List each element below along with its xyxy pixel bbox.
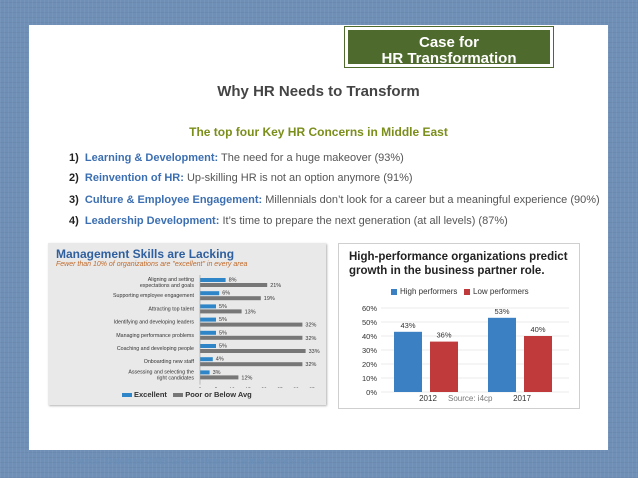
- slide-subheading: The top four Key HR Concerns in Middle East: [189, 125, 448, 139]
- concern-key: Culture & Employee Engagement:: [84, 194, 263, 206]
- concern-key: Leadership Development:: [84, 215, 220, 227]
- bar-poor: [200, 336, 302, 340]
- bar-label-poor: 32%: [305, 322, 317, 329]
- chart-legend: [122, 390, 252, 399]
- business-partner-chart: [338, 243, 580, 409]
- bar-excellent: [200, 291, 219, 295]
- business-partner-plot: [339, 244, 579, 408]
- concern-text: It’s time to prepare the next generation (at all levels) (87%): [219, 215, 508, 227]
- concern-number: 2): [69, 172, 79, 184]
- bar-low-performers: [524, 336, 552, 392]
- bar-excellent: [200, 357, 213, 361]
- bar-label-poor: 33%: [308, 349, 320, 355]
- bar-label-excellent: 6%: [222, 290, 231, 297]
- bar-value-label: 36%: [436, 330, 452, 340]
- bar-excellent: [200, 318, 216, 322]
- management-skills-plot: [48, 243, 326, 388]
- bar-poor: [200, 375, 238, 379]
- bar-label-poor: 32%: [305, 362, 317, 369]
- category-label: right candidates: [156, 375, 194, 382]
- category-label: Assessing and selecting the: [128, 369, 194, 376]
- bar-excellent: [200, 344, 216, 348]
- bar-high-performers: [394, 332, 422, 392]
- legend-swatch-excellent: [122, 393, 132, 397]
- y-tick-label: 50%: [361, 318, 377, 327]
- concern-text: Up-skilling HR is not an option anymore (91%): [183, 172, 413, 184]
- y-tick-label: 10%: [361, 374, 377, 383]
- concern-item: [69, 152, 404, 164]
- bar-label-excellent: 5%: [219, 303, 227, 310]
- source-note: Source: Deloitte’s 2015 Global Human Capital Trends report:: [70, 456, 326, 467]
- y-tick-label: 30%: [361, 346, 377, 355]
- bar-poor: [200, 323, 302, 327]
- bar-label-poor: 12%: [241, 375, 253, 382]
- concern-text: The need for a huge makeover (93%): [218, 152, 404, 164]
- bar-high-performers: [488, 318, 516, 392]
- bar-value-label: 53%: [494, 306, 510, 316]
- concern-number: 3): [69, 194, 79, 206]
- bar-label-poor: 21%: [270, 283, 282, 289]
- category-label: Supporting employee engagement: [113, 293, 194, 300]
- y-tick-label: 0%: [366, 388, 377, 397]
- concern-key: Reinvention of HR:: [84, 172, 184, 184]
- bar-label-excellent: 4%: [215, 356, 224, 363]
- bar-label-excellent: 8%: [228, 277, 237, 284]
- bar-label-poor: 19%: [263, 296, 275, 303]
- chart-subtitle: Fewer than 10% of organizations are "excellent" in every area: [56, 261, 248, 268]
- x-tick-label: 2012: [419, 394, 437, 403]
- bar-value-label: 43%: [400, 320, 416, 330]
- chart-title: Management Skills are Lacking: [56, 247, 235, 261]
- bar-label-poor: 13%: [244, 309, 256, 316]
- x-tick-label: 2017: [513, 394, 531, 403]
- chart-source: Source: i4cp: [448, 394, 493, 403]
- y-tick-label: 20%: [361, 360, 377, 369]
- title-box: [345, 27, 553, 67]
- bar-value-label: 40%: [530, 325, 546, 334]
- concern-number: 1): [69, 152, 79, 164]
- management-skills-chart: [48, 243, 326, 405]
- bar-label-excellent: 5%: [219, 343, 227, 350]
- bar-low-performers: [430, 342, 458, 392]
- bar-poor: [200, 309, 242, 313]
- category-label: Managing performance problems: [116, 332, 194, 339]
- bar-label-poor: 32%: [305, 335, 317, 342]
- bar-excellent: [200, 331, 216, 335]
- legend-label-poor: Poor or Below Avg: [185, 390, 252, 399]
- bar-excellent: [200, 278, 226, 282]
- legend-label-excellent: Excellent: [134, 390, 167, 399]
- category-label: Onboarding new staff: [143, 359, 194, 366]
- legend-label-low: Low performers: [473, 287, 529, 296]
- title-line-1: Case for: [418, 34, 480, 51]
- title-line-2: HR Transformation: [381, 50, 517, 67]
- bar-poor: [200, 283, 267, 287]
- y-tick-label: 60%: [361, 304, 377, 313]
- chart-title-text: High-performance organizations predict growth in the business partner role.: [349, 251, 568, 277]
- legend-swatch-poor: [173, 393, 183, 397]
- bar-excellent: [200, 304, 216, 308]
- concern-item: [69, 172, 413, 184]
- slide-heading: Why HR Needs to Transform: [217, 83, 420, 100]
- concern-key: Learning & Development:: [84, 152, 219, 164]
- bar-excellent: [200, 370, 210, 374]
- bar-label-excellent: 5%: [219, 317, 227, 324]
- category-label: Identifying and developing leaders: [113, 319, 194, 326]
- bar-poor: [200, 296, 261, 300]
- bar-poor: [200, 349, 306, 353]
- concern-item: [69, 194, 600, 206]
- category-label: Coaching and developing people: [116, 346, 194, 352]
- bar-poor: [200, 362, 302, 366]
- category-label: Aligning and setting: [147, 277, 194, 283]
- category-label: Attracting top talent: [148, 306, 194, 313]
- category-label: expectations and goals: [139, 283, 194, 289]
- bar-label-excellent: 5%: [219, 330, 227, 337]
- concern-item: [69, 215, 508, 227]
- legend-label-high: High performers: [400, 287, 458, 296]
- concern-number: 4): [69, 215, 79, 227]
- concern-text: Millennials don’t look for a career but a meaningful experience (90%): [262, 194, 600, 206]
- bar-label-excellent: 3%: [212, 369, 221, 376]
- y-tick-label: 40%: [361, 332, 377, 341]
